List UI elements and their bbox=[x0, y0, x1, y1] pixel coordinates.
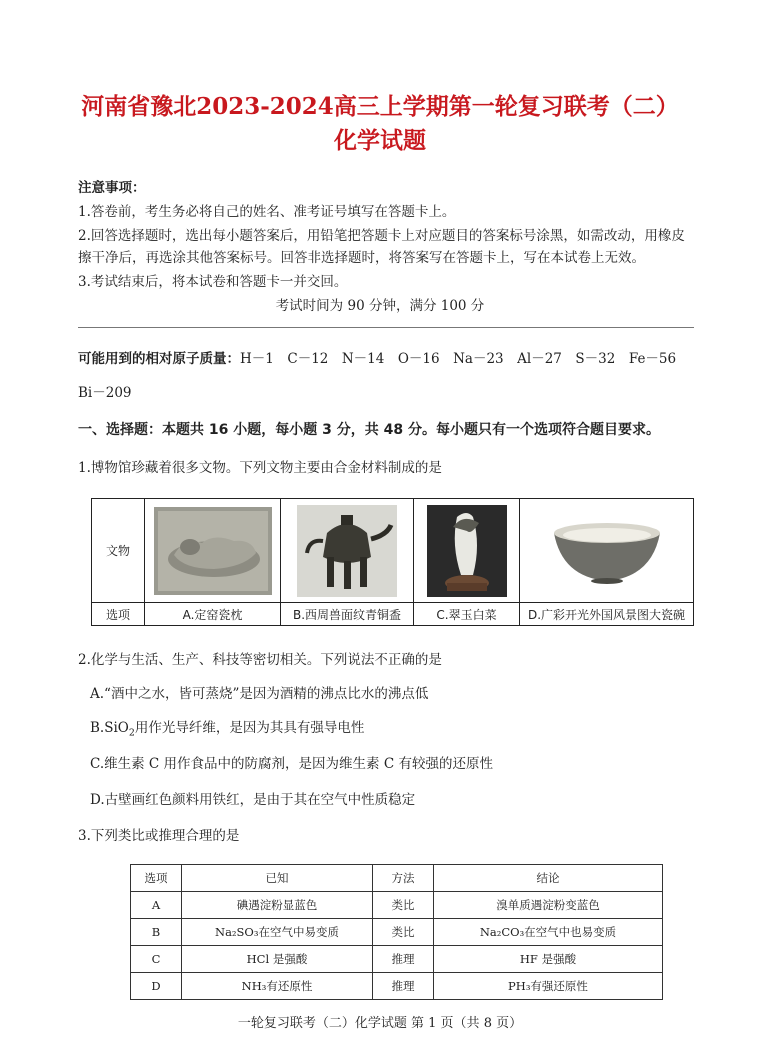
q3-cell-conclusion: 溴单质遇淀粉变蓝色 bbox=[434, 892, 663, 919]
q3-header-option: 选项 bbox=[131, 865, 182, 892]
q3-cell-known: HCl 是强酸 bbox=[182, 946, 373, 973]
notice-item-1: 1.答卷前，考生务必将自己的姓名、准考证号填写在答题卡上。 bbox=[78, 204, 456, 220]
q3-row-d bbox=[131, 973, 663, 1000]
q3-cell-conclusion: Na₂CO₃在空气中也易变质 bbox=[434, 919, 663, 946]
divider bbox=[78, 327, 694, 328]
q3-table bbox=[130, 864, 663, 1000]
q3-cell-method: 类比 bbox=[373, 892, 434, 919]
section-heading: 一、选择题：本题共 16 小题，每小题 3 分，共 48 分。每小题只有一个选项符合题目要求。 bbox=[78, 422, 660, 438]
q3-cell-option: C bbox=[131, 946, 182, 973]
q3-cell-method: 类比 bbox=[373, 919, 434, 946]
q2-option-a: A.“酒中之水，皆可蒸烧”是因为酒精的沸点比水的沸点低 bbox=[90, 686, 429, 702]
q1-image-b bbox=[281, 499, 414, 603]
q1-row-label-option: 选项 bbox=[92, 603, 145, 626]
q3-cell-known: 碘遇淀粉显蓝色 bbox=[182, 892, 373, 919]
bronze-vessel-image bbox=[297, 505, 397, 597]
q1-image-a bbox=[145, 499, 281, 603]
q3-row-a bbox=[131, 892, 663, 919]
q3-cell-option: D bbox=[131, 973, 182, 1000]
q2-option-b-sub: 2 bbox=[128, 727, 135, 739]
q3-cell-known: NH₃有还原性 bbox=[182, 973, 373, 1000]
q3-cell-known: Na₂SO₃在空气中易变质 bbox=[182, 919, 373, 946]
q2-option-b bbox=[90, 718, 364, 744]
q3-header-row bbox=[131, 865, 663, 892]
q1-option-b: B.西周兽面纹青铜盉 bbox=[281, 603, 414, 626]
q1-image-c bbox=[414, 499, 520, 603]
notice-item-3: 3.考试结束后，将本试卷和答题卡一并交回。 bbox=[78, 274, 348, 290]
q1-option-a: A.定窑瓷枕 bbox=[145, 603, 281, 626]
q1-image-d bbox=[520, 499, 694, 603]
q2-option-b-prefix: B.SiO bbox=[90, 720, 129, 736]
q3-cell-conclusion: HF 是强酸 bbox=[434, 946, 663, 973]
q3-cell-option: A bbox=[131, 892, 182, 919]
q1-relic-table bbox=[91, 498, 694, 626]
porcelain-pillow-image bbox=[154, 507, 272, 595]
q3-cell-method: 推理 bbox=[373, 973, 434, 1000]
q3-cell-conclusion: PH₃有强还原性 bbox=[434, 973, 663, 1000]
q3-header-conclusion: 结论 bbox=[434, 865, 663, 892]
notice-heading: 注意事项： bbox=[78, 180, 146, 196]
q1-stem: 1.博物馆珍藏着很多文物。下列文物主要由合金材料制成的是 bbox=[78, 460, 442, 476]
exam-title: 河南省豫北2023-2024高三上学期第一轮复习联考（二） bbox=[81, 93, 679, 120]
jadeite-cabbage-image bbox=[427, 505, 507, 597]
atomic-masses bbox=[78, 349, 676, 369]
q3-header-method: 方法 bbox=[373, 865, 434, 892]
page-footer: 一轮复习联考（二）化学试题 第 1 页（共 8 页） bbox=[237, 1016, 523, 1031]
porcelain-bowl-image bbox=[548, 511, 666, 591]
q3-header-known: 已知 bbox=[182, 865, 373, 892]
q2-option-c: C.维生素 C 用作食品中的防腐剂，是因为维生素 C 有较强的还原性 bbox=[90, 756, 493, 772]
atomic-masses-line2: Bi－209 bbox=[78, 385, 132, 401]
atomic-masses-values: H－1 C－12 N－14 O－16 Na－23 Al－27 S－32 Fe－56 bbox=[240, 351, 677, 367]
q3-cell-method: 推理 bbox=[373, 946, 434, 973]
q3-stem: 3.下列类比或推理合理的是 bbox=[78, 828, 240, 844]
notice-item-2: 2.回答选择题时，选出每小题答案后，用铅笔把答题卡上对应题目的答案标号涂黑，如需改动，用橡皮 bbox=[78, 228, 685, 244]
q1-option-c: C.翠玉白菜 bbox=[414, 603, 520, 626]
q1-option-d: D.广彩开光外国风景图大瓷碗 bbox=[520, 603, 694, 626]
q3-row-b bbox=[131, 919, 663, 946]
exam-time-line: 考试时间为 90 分钟，满分 100 分 bbox=[275, 298, 485, 314]
exam-subject: 化学试题 bbox=[334, 127, 426, 154]
q2-option-b-suffix: 用作光导纤维，是因为其具有强导电性 bbox=[134, 720, 365, 736]
q1-row-label-relic: 文物 bbox=[92, 499, 145, 603]
q3-row-c bbox=[131, 946, 663, 973]
q2-option-d: D.古壁画红色颜料用铁红，是由于其在空气中性质稳定 bbox=[90, 792, 416, 808]
q2-stem: 2.化学与生活、生产、科技等密切相关。下列说法不正确的是 bbox=[78, 652, 442, 668]
q3-cell-option: B bbox=[131, 919, 182, 946]
atomic-masses-label: 可能用到的相对原子质量： bbox=[78, 351, 240, 367]
notice-item-2-cont: 擦干净后，再选涂其他答案标号。回答非选择题时，将答案写在答题卡上，写在本试卷上无效。 bbox=[78, 250, 645, 266]
